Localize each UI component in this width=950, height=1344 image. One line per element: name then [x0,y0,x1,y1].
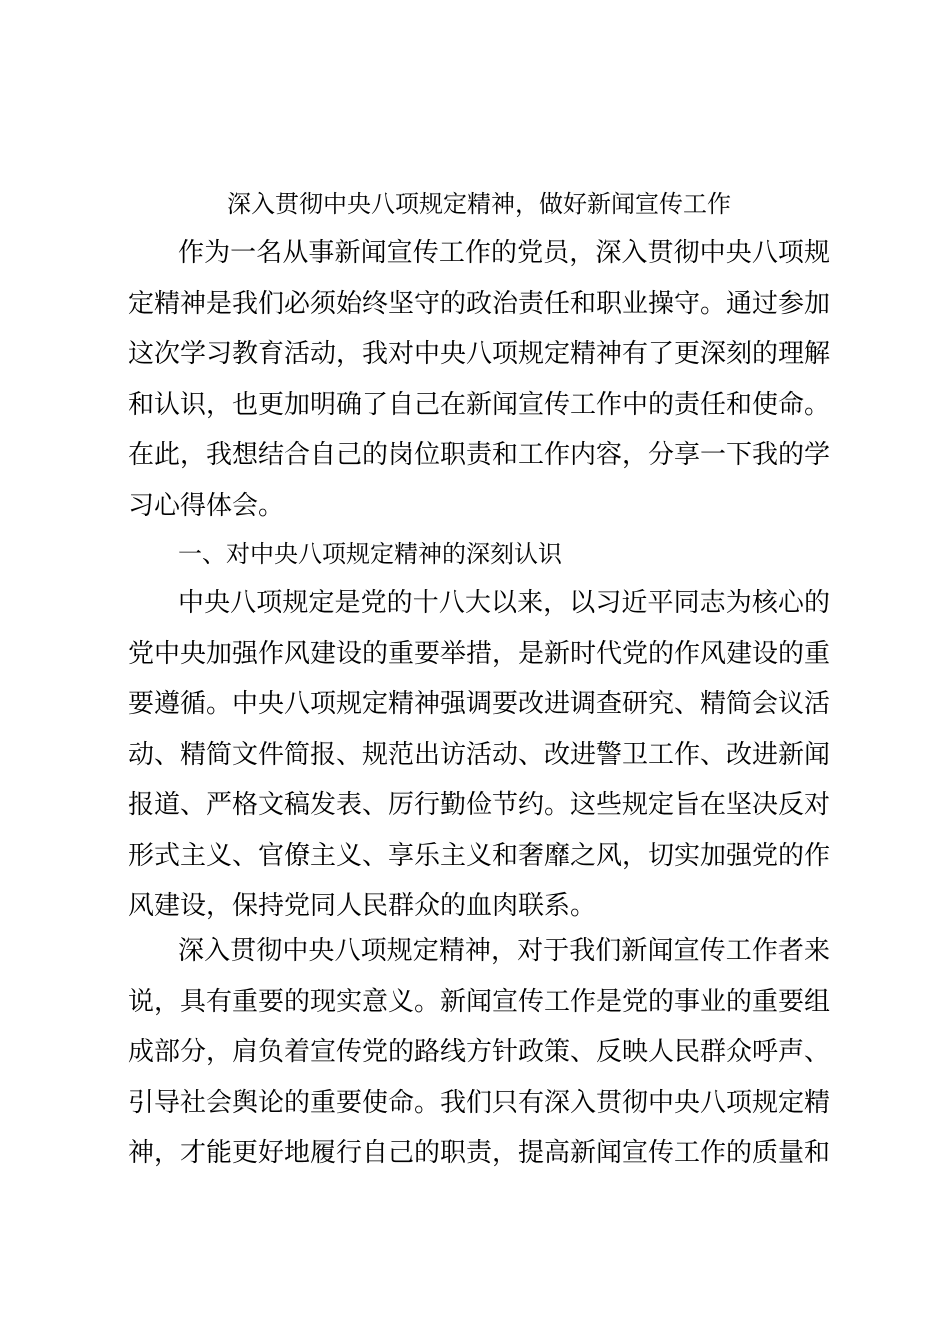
paragraph-line: 报道、严格文稿发表、厉行勤俭节约。这些规定旨在坚决反对 [128,790,831,820]
paragraph-line: 风建设，保持党同人民群众的血肉联系。 [128,891,597,921]
paragraph-line: 在此，我想结合自己的岗位职责和工作内容，分享一下我的学 [128,440,831,470]
paragraph-section-1 [128,578,830,932]
paragraph-line: 习心得体会。 [128,490,285,521]
paragraph-line: 定精神是我们必须始终坚守的政治责任和职业操守。通过参加 [128,288,831,319]
paragraph-line: 作为一名从事新闻宣传工作的党员，深入贯彻中央八项规 [178,238,830,268]
paragraph-line: 中央八项规定是党的十八大以来，以习近平同志为核心的 [178,588,830,618]
paragraph-line: 这次学习教育活动，我对中央八项规定精神有了更深刻的理解 [128,339,831,369]
paragraph-line: 深入贯彻中央八项规定精神，对于我们新闻宣传工作者来 [178,936,830,966]
paragraph-line: 形式主义、官僚主义、享乐主义和奢靡之风，切实加强党的作 [128,840,831,871]
paragraph-line: 动、精简文件简报、规范出访活动、改进警卫工作、改进新闻 [128,739,831,770]
paragraph-line: 成部分，肩负着宣传党的路线方针政策、反映人民群众呼声、 [128,1037,831,1067]
paragraph-line: 引导社会舆论的重要使命。我们只有深入贯彻中央八项规定精 [128,1087,831,1118]
paragraph-significance [128,926,830,1179]
paragraph-line: 神，才能更好地履行自己的职责，提高新闻宣传工作的质量和 [128,1138,831,1168]
paragraph-line: 党中央加强作风建设的重要举措，是新时代党的作风建设的重 [128,638,831,669]
section-heading: 一、对中央八项规定精神的深刻认识 [178,540,562,568]
paragraph-intro [128,228,830,531]
document-title: 深入贯彻中央八项规定精神，做好新闻宣传工作 [227,190,731,218]
paragraph-line: 要遵循。中央八项规定精神强调要改进调查研究、精简会议活 [128,689,831,719]
paragraph-line: 和认识，也更加明确了自己在新闻宣传工作中的责任和使命。 [128,389,831,420]
paragraph-line: 说，具有重要的现实意义。新闻宣传工作是党的事业的重要组 [128,986,831,1017]
